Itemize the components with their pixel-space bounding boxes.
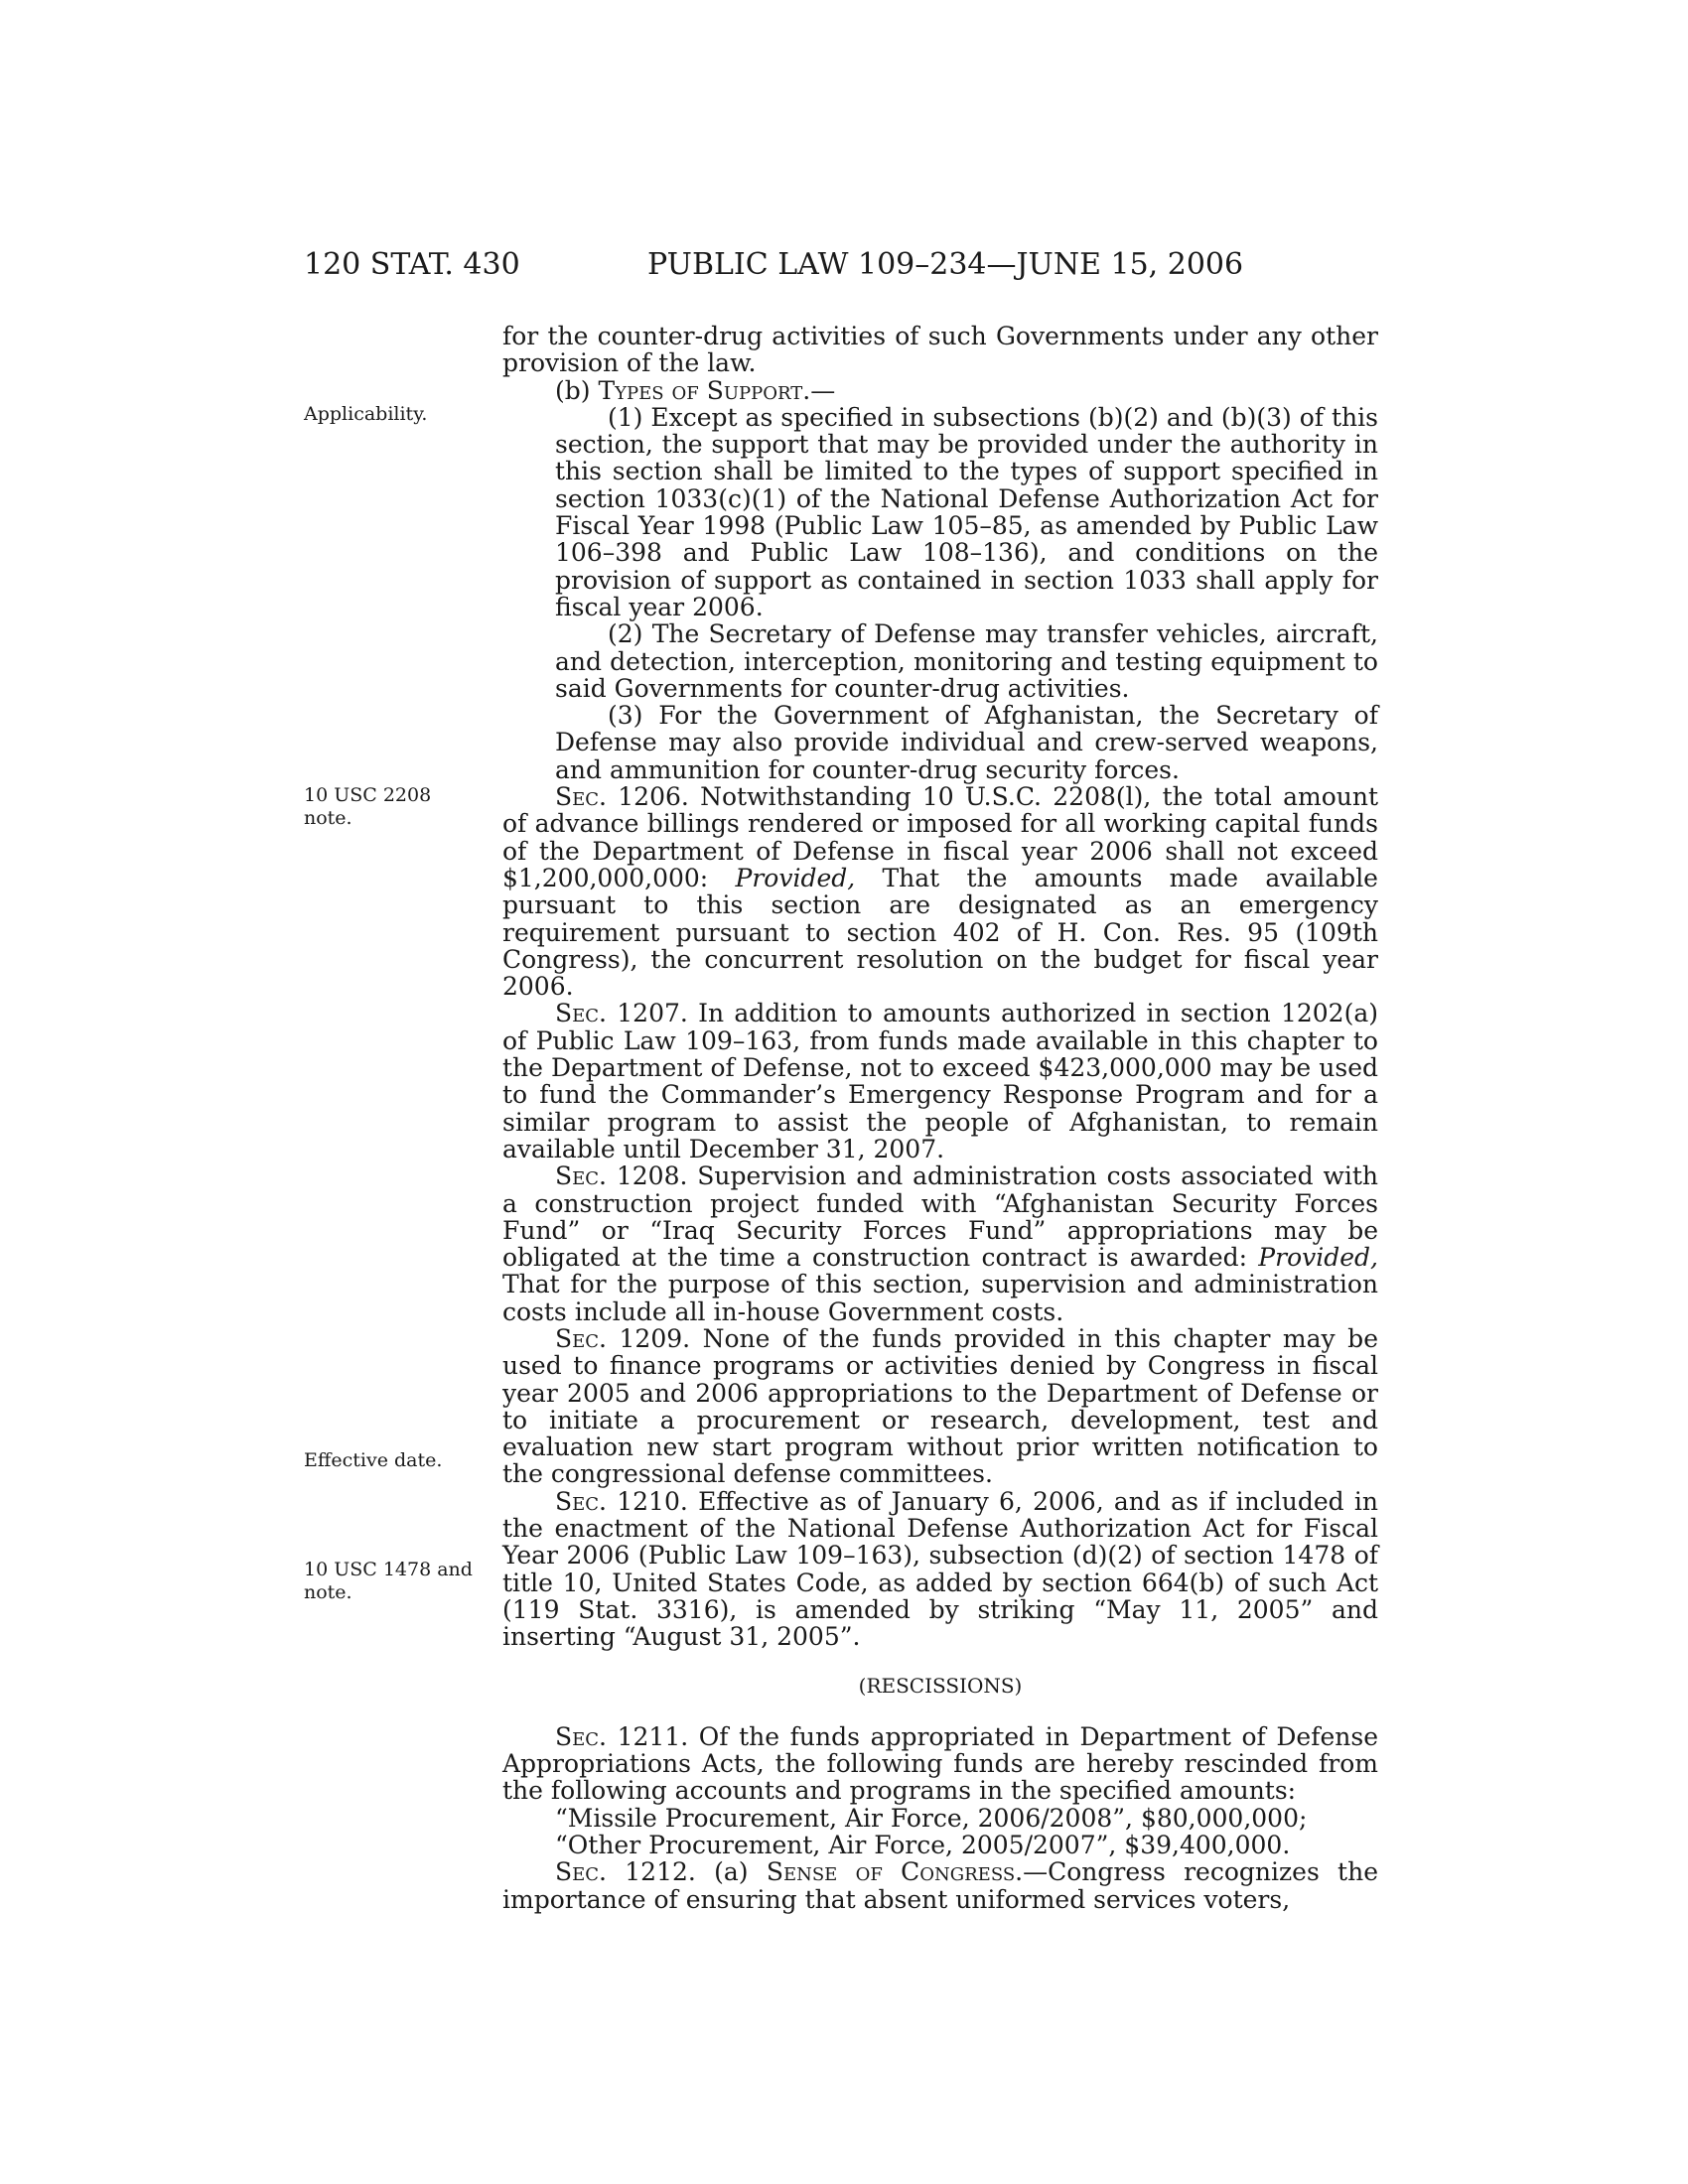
section-1211-text: 1211. Of the funds appropriated in Department of Defense Appropriations Acts, the following funds are hereby rescinded from the following accounts and programs in the specified amounts: — [502, 1721, 1378, 1806]
sec-label: Sec. — [555, 1721, 607, 1751]
subsection-b-number: (b) — [555, 375, 599, 405]
provided-term: Provided, — [735, 863, 856, 892]
page-stat-number: 120 STAT. 430 — [304, 247, 520, 282]
section-1208 — [502, 1162, 1378, 1325]
section-1210-text: 1210. Effective as of January 6, 2006, and as if included in the enactment of the National Defense Authorization Act for Fiscal Year 2006 (Public Law 109–163), subsection (d)(2) of section 1478 of title 10, United States Code, as added by section 664(b) of such Act (119 Stat. 3316), is amended by striking “May 11, 2005” and inserting “August 31, 2005”. — [502, 1486, 1378, 1652]
paragraph-continuation: for the counter-drug activities of such Governments under any other provision of the law. — [502, 322, 1378, 378]
section-1209-text: 1209. None of the funds provided in this chapter may be used to finance programs or activities denied by Congress in fiscal year 2005 and 2006 appropriations to the Department of Defense or to initiate a procurement or research, development, test and evaluation new start program without prior written notification to the congressional defense committees. — [502, 1323, 1378, 1489]
section-1208-text-b: That for the purpose of this section, supervision and administration costs include all in-house Government costs. — [502, 1270, 1378, 1326]
sec-label: Sec. — [555, 1161, 607, 1191]
section-1212 — [502, 1858, 1378, 1913]
section-1212-text-a: 1212. (a) — [607, 1857, 767, 1887]
section-1207-text: 1207. In addition to amounts authorized in section 1202(a) of Public Law 109–163, from funds made available in this chapter to the Department of Defense, not to exceed $423,000,000 may be used to fund the Commander’s Emergency Response Program and for a similar program to assist the people of Afghanistan, to remain available until December 31, 2007. — [502, 999, 1378, 1163]
section-1208-text-a: 1208. Supervision and administration costs associated with a construction project funded with “Afghanistan Security Forces Fund” or “Iraq Security Forces Fund” appropriations may be obligated at the time a construction contract is awarded: — [502, 1161, 1378, 1273]
section-1211 — [502, 1723, 1378, 1805]
subsection-b-heading — [502, 377, 1378, 404]
subsection-b-dash: .— — [802, 375, 836, 405]
sense-of-congress-heading: Sense of Congress — [766, 1857, 1016, 1887]
rescission-item-1: “Missile Procurement, Air Force, 2006/2008”, $80,000,000; — [555, 1803, 1308, 1833]
rescission-item-2: “Other Procurement, Air Force, 2005/2007”, $39,400,000. — [555, 1831, 1291, 1860]
margin-note-applicability: Applicability. — [304, 403, 428, 425]
sec-label: Sec. — [555, 999, 607, 1028]
sec-label: Sec. — [555, 1486, 607, 1516]
section-1206-text-a: 1206. Notwithstanding 10 U.S.C. 2208(l), the total amount of advance billings rendered or imposed for all working capital funds of the Department of Defense in fiscal year 2006 shall not exceed $1,200,000,000: — [502, 782, 1378, 892]
sec-label: Sec. — [555, 1857, 607, 1887]
margin-note-effective-date: Effective date. — [304, 1449, 443, 1471]
rescissions-heading: (RESCISSIONS) — [858, 1673, 1023, 1698]
margin-note-usc-1478-note: note. — [304, 1581, 352, 1603]
section-1212-text-b: .—Congress recognizes the importance of ensuring that absent uniformed services voters, — [502, 1857, 1378, 1914]
paragraph-b1: (1) Except as specified in subsections (b)(2) and (b)(3) of this section, the support that may be provided under the authority in this section shall be limited to the types of support specified in section 1033(c)(1) of the National Defense Authorization Act for Fiscal Year 1998 (Public Law 105–85, as amended by Public Law 106–398 and Public Law 108–136), and conditions on the provision of support as contained in section 1033 shall apply for fiscal year 2006. — [555, 402, 1378, 621]
document-body — [502, 323, 1378, 1913]
section-1206 — [502, 783, 1378, 1000]
subsection-b-title: Types of Support — [598, 375, 803, 405]
provided-term: Provided, — [1258, 1243, 1378, 1273]
paragraph-b3: (3) For the Government of Afghanistan, the Secretary of Defense may also provide individual and crew-served weapons, and ammunition for counter-drug security forces. — [555, 701, 1378, 784]
running-header: PUBLIC LAW 109–234—JUNE 15, 2006 — [647, 247, 1244, 282]
section-1210 — [502, 1488, 1378, 1651]
paragraph-b2: (2) The Secretary of Defense may transfer vehicles, aircraft, and detection, interception, monitoring and testing equipment to said Governments for counter-drug activities. — [555, 619, 1378, 703]
sec-label: Sec. — [555, 782, 607, 812]
sec-label: Sec. — [555, 1323, 607, 1353]
margin-note-usc-1478: 10 USC 1478 and — [304, 1559, 473, 1580]
section-1206-text-b: That the amounts made available pursuant to this section are designated as an emergency requirement pursuant to section 402 of H. Con. Res. 95 (109th Congress), the concurrent resolution on the budget for fiscal year 2006. — [502, 863, 1378, 1002]
section-1207 — [502, 1000, 1378, 1162]
margin-note-usc-2208-note: note. — [304, 807, 352, 829]
section-1209 — [502, 1325, 1378, 1488]
margin-note-usc-2208: 10 USC 2208 — [304, 784, 432, 806]
